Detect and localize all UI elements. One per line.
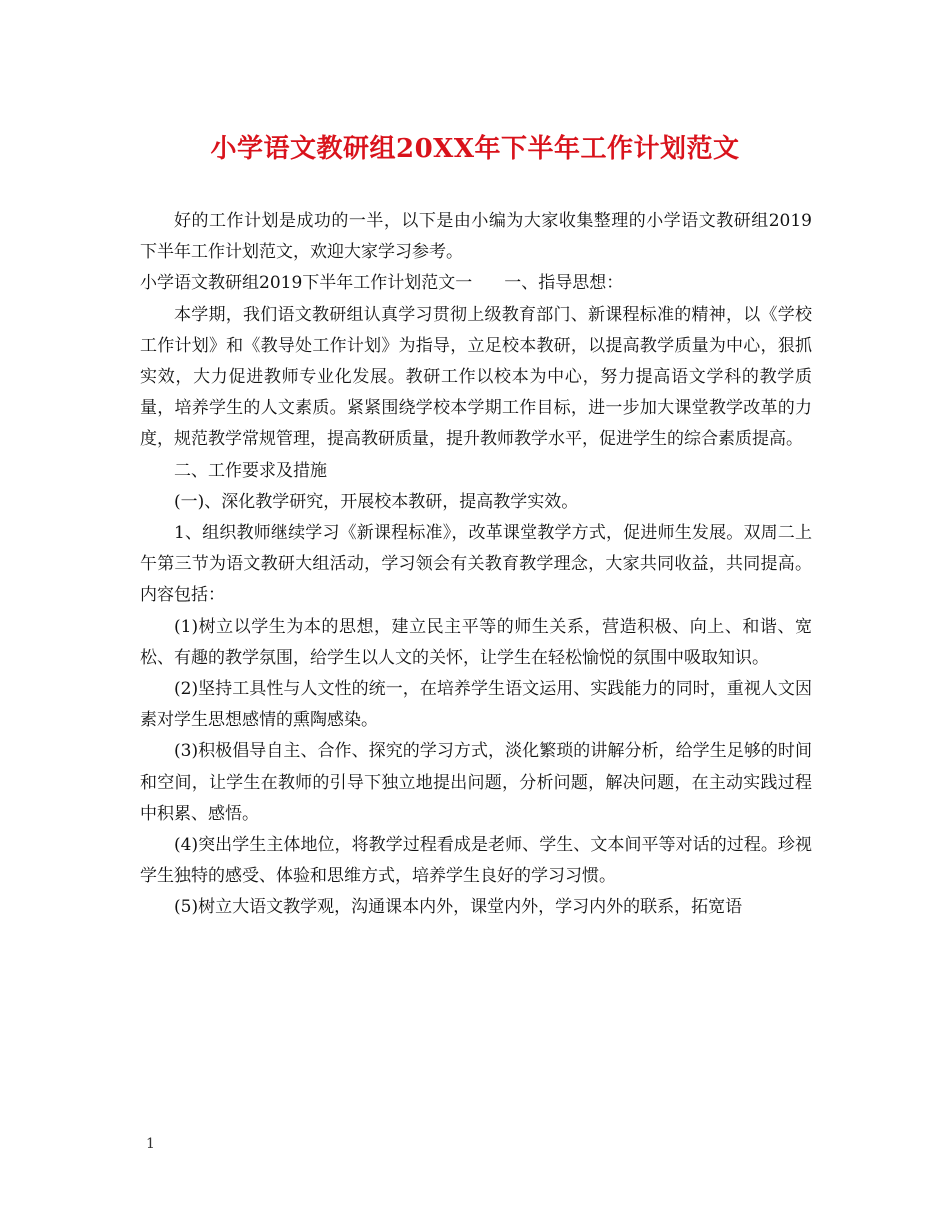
page-number: 1 xyxy=(146,1136,155,1152)
subsection-heading-1: (一)、深化教学研究，开展校本教研，提高教学实效。 xyxy=(174,491,579,512)
subtitle-left: 小学语文教研组2019下半年工作计划范文一 xyxy=(140,273,473,294)
intro-paragraph: 好的工作计划是成功的一半，以下是由小编为大家收集整理的小学语文教研组2019下半年工作计划范文，欢迎大家学习参考。 xyxy=(140,211,812,263)
document-body xyxy=(140,206,812,924)
document-title: 小学语文教研组20XX年下半年工作计划范文 xyxy=(210,134,740,164)
section-heading-2: 二、工作要求及措施 xyxy=(174,460,327,481)
subtitle-line xyxy=(140,268,812,299)
item-1-2-paragraph: (2)坚持工具性与人文性的统一，在培养学生语文运用、实践能力的同时，重视人文因素对学生思想感情的熏陶感染。 xyxy=(140,679,812,731)
guiding-thought-paragraph: 本学期，我们语文教研组认真学习贯彻上级教育部门、新课程标准的精神，以《学校工作计划》和《教导处工作计划》为指导，立足校本教研，以提高教学质量为中心，狠抓实效，大力促进教师专业化发展。教研工作以校本为中心，努力提高语文学科的教学质量，培养学生的人文素质。紧紧围绕学校本学期工作目标，进一步加大课堂教学改革的力度，规范教学常规管理，提高教研质量，提升教师教学水平，促进学生的综合素质提高。 xyxy=(140,304,812,450)
item-1-3-paragraph: (3)积极倡导自主、合作、探究的学习方式，淡化繁琐的讲解分析，给学生足够的时间和空间，让学生在教师的引导下独立地提出问题，分析问题，解决问题，在主动实践过程中积累、感悟。 xyxy=(140,741,812,824)
item-1-5-paragraph: (5)树立大语文教学观，沟通课本内外，课堂内外，学习内外的联系，拓宽语 xyxy=(174,897,743,918)
item-1-1-paragraph: (1)树立以学生为本的思想，建立民主平等的师生关系，营造积极、向上、和谐、宽松、有趣的教学氛围，给学生以人文的关怀，让学生在轻松愉悦的氛围中吸取知识。 xyxy=(140,616,812,668)
item-1-4-paragraph: (4)突出学生主体地位，将教学过程看成是老师、学生、文本间平等对话的过程。珍视学生独特的感受、体验和思维方式，培养学生良好的学习习惯。 xyxy=(140,835,812,887)
item-1-paragraph: 1、组织教师继续学习《新课程标准》，改革课堂教学方式，促进师生发展。双周二上午第三节为语文教研大组活动，学习领会有关教育教学理念，大家共同收益，共同提高。内容包括： xyxy=(140,523,812,606)
section-heading-1: 一、指导思想： xyxy=(504,273,624,294)
